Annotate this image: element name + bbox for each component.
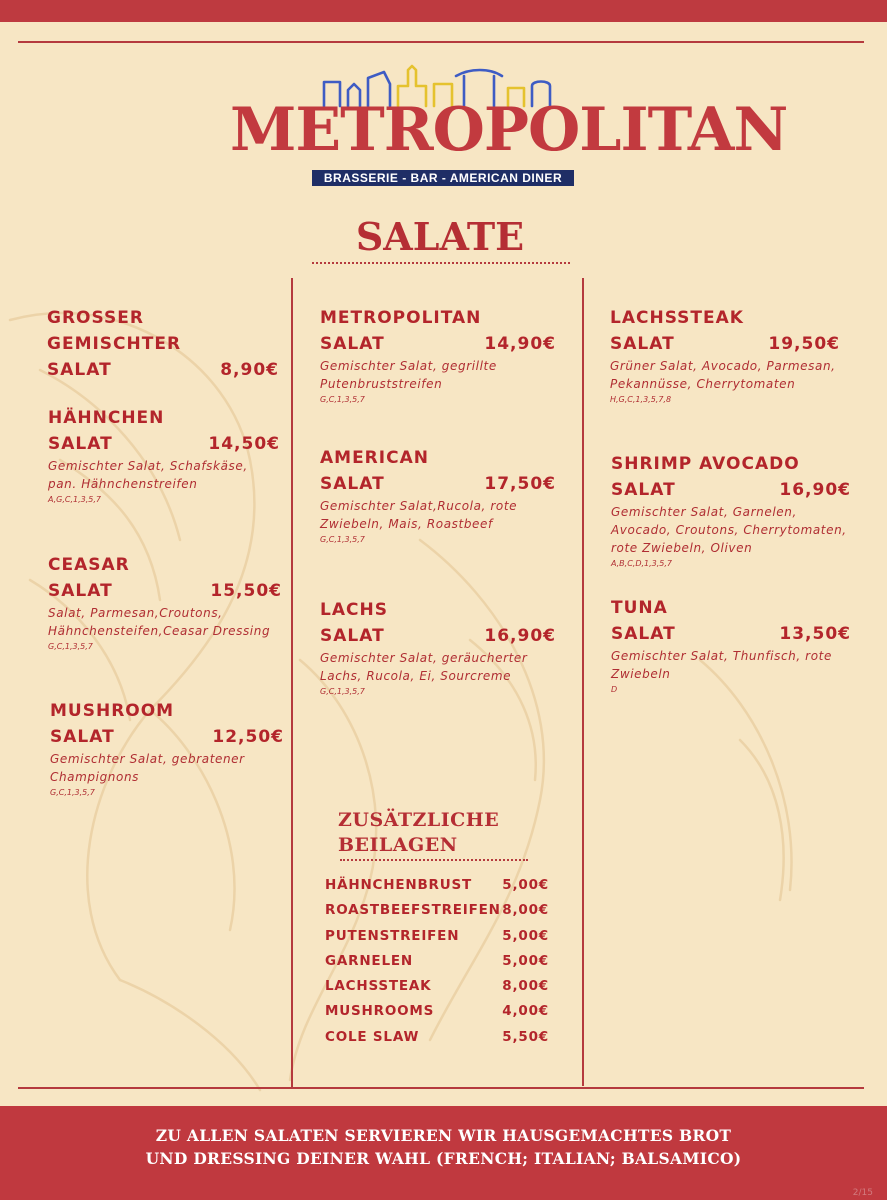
item-name: MUSHROOM (50, 701, 175, 721)
item-description: Salat, Parmesan,Croutons, Hähnchensteifen,Ceasar Dressing (48, 606, 271, 638)
item-name-line2: SALAT (611, 480, 676, 500)
allergen-codes: A,B,C,D,1,3,5,7 (611, 559, 673, 568)
item-description: Gemischter Salat, geräucherter Lachs, Rucola, Ei, Sourcreme (320, 651, 528, 683)
menu-item (48, 552, 282, 653)
menu-item (50, 698, 284, 799)
menu-item (610, 305, 840, 406)
title-dotted-underline (312, 262, 570, 264)
extra-price: 8,00€ (502, 902, 549, 919)
menu-item (320, 305, 556, 406)
extras-title-line2: BEILAGEN (338, 834, 458, 856)
item-price: 17,50€ (484, 474, 556, 494)
item-description: Gemischter Salat,Rucola, rote Zwiebeln, Mais, Roastbeef (320, 499, 518, 531)
allergen-codes: G,C,1,3,5,7 (320, 687, 365, 696)
extra-price: 5,00€ (502, 952, 549, 969)
item-name-line2: SALAT (610, 334, 675, 354)
extra-price: 5,00€ (502, 927, 549, 944)
item-price: 13,50€ (779, 624, 851, 644)
item-name-line2: SALAT (47, 360, 112, 380)
column-divider-left (291, 278, 293, 1088)
extra-item (325, 898, 549, 923)
item-name: CEASAR (48, 555, 130, 575)
allergen-codes: G,C,1,3,5,7 (50, 788, 95, 797)
item-name: SHRIMP AVOCADO (611, 454, 800, 474)
item-price: 16,90€ (484, 626, 556, 646)
extra-price: 5,50€ (502, 1028, 549, 1045)
extras-list (325, 873, 549, 1050)
item-name-line2: SALAT (320, 334, 385, 354)
extra-name: ROASTBEEFSTREIFEN (325, 902, 501, 919)
menu-item (47, 305, 279, 383)
brand-logo (230, 62, 788, 192)
item-price: 19,50€ (768, 334, 840, 354)
item-price: 15,50€ (210, 581, 282, 601)
item-name: GROSSER GEMISCHTER (47, 308, 182, 354)
item-price: 8,90€ (220, 360, 279, 380)
footer-line-1: ZU ALLEN SALATEN SERVIEREN WIR HAUSGEMACHTES BROT (155, 1126, 732, 1145)
extras-title (338, 808, 499, 858)
item-name: AMERICAN (320, 448, 429, 468)
allergen-codes: G,C,1,3,5,7 (48, 642, 93, 651)
footer-line-2: UND DRESSING DEINER WAHL (FRENCH; ITALIAN; BALSAMICO) (145, 1149, 742, 1168)
extra-price: 4,00€ (502, 1003, 549, 1020)
top-divider (18, 41, 864, 43)
item-name-line2: SALAT (50, 727, 115, 747)
item-description: Gemischter Salat, Garnelen, Avocado, Croutons, Cherrytomaten, rote Zwiebeln, Oliven (611, 505, 847, 555)
item-price: 16,90€ (779, 480, 851, 500)
top-bar (0, 0, 887, 22)
item-name-line2: SALAT (48, 434, 113, 454)
extra-name: HÄHNCHENBRUST (325, 877, 473, 893)
item-description: Grüner Salat, Avocado, Parmesan, Pekannüsse, Cherrytomaten (610, 359, 836, 391)
menu-item (320, 445, 556, 546)
extras-title-line1: ZUSÄTZLICHE (338, 809, 500, 831)
allergen-codes: G,C,1,3,5,7 (320, 395, 365, 404)
item-name-line2: SALAT (320, 474, 385, 494)
menu-item (48, 405, 280, 506)
menu-item (611, 595, 851, 696)
extra-item (325, 949, 549, 974)
item-name-line2: SALAT (48, 581, 113, 601)
item-price: 12,50€ (212, 727, 284, 747)
item-description: Gemischter Salat, Schafskäse, pan. Hähnchenstreifen (48, 459, 248, 491)
allergen-codes: D (611, 685, 618, 694)
extras-dotted-underline (340, 859, 528, 861)
item-description: Gemischter Salat, gebratener Champignons (50, 752, 245, 784)
section-title: SALATE (355, 214, 525, 259)
item-price: 14,90€ (484, 334, 556, 354)
item-name: METROPOLITAN (320, 308, 482, 328)
extra-name: GARNELEN (325, 952, 413, 969)
allergen-codes: H,G,C,1,3,5,7,8 (610, 395, 672, 404)
brand-name: METROPOLITAN (230, 95, 788, 165)
extra-name: COLE SLAW (325, 1028, 420, 1045)
item-name: LACHS (320, 600, 388, 620)
extra-item (325, 974, 549, 999)
item-name: HÄHNCHEN (48, 408, 165, 428)
extra-name: PUTENSTREIFEN (325, 927, 460, 944)
item-name: TUNA (611, 598, 668, 618)
extra-item (325, 1025, 549, 1050)
menu-item (320, 597, 556, 698)
extra-name: LACHSSTEAK (325, 978, 432, 995)
item-name-line2: SALAT (320, 626, 385, 646)
item-name-line2: SALAT (611, 624, 676, 644)
item-price: 14,50€ (208, 434, 280, 454)
allergen-codes: G,C,1,3,5,7 (320, 535, 365, 544)
extra-item (325, 924, 549, 949)
page-number: 2/15 (852, 1188, 873, 1198)
extra-price: 5,00€ (502, 877, 549, 893)
extra-name: MUSHROOMS (325, 1003, 435, 1020)
item-description: Gemischter Salat, Thunfisch, rote Zwiebeln (611, 649, 832, 681)
bottom-divider (18, 1087, 864, 1089)
brand-tagline: BRASSERIE - BAR - AMERICAN DINER (312, 170, 574, 186)
allergen-codes: A,G,C,1,3,5,7 (48, 495, 102, 504)
extra-price: 8,00€ (502, 978, 549, 995)
column-divider-right (582, 278, 584, 1086)
menu-item (611, 451, 851, 570)
footer-banner (0, 1106, 887, 1200)
item-name: LACHSSTEAK (610, 308, 744, 328)
item-description: Gemischter Salat, gegrillte Putenbruststreifen (320, 359, 497, 391)
extra-item (325, 873, 549, 898)
extra-item (325, 999, 549, 1024)
